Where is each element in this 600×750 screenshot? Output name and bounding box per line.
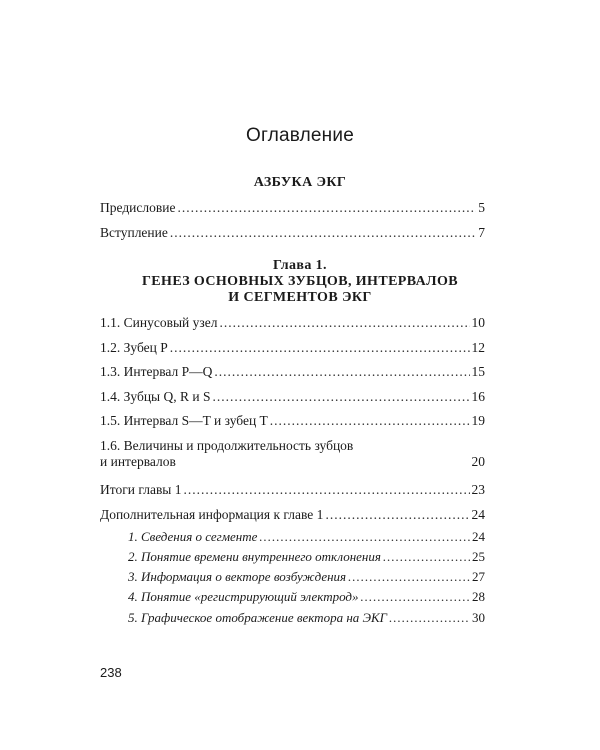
toc-entry-label: 1.2. Зубец P xyxy=(100,340,168,355)
toc-leader-dots xyxy=(177,200,476,216)
toc-leader-dots xyxy=(270,413,470,429)
toc-leader-dots xyxy=(325,507,469,523)
toc-entry-page: 16 xyxy=(471,389,485,404)
chapter-heading xyxy=(0,258,600,306)
toc-entry-label-line2: и интервалов xyxy=(100,454,176,469)
toc-entry-page: 24 xyxy=(471,507,485,522)
toc-entry-label: 2. Понятие времени внутреннего отклонения xyxy=(128,549,381,564)
toc-leader-dots xyxy=(214,364,469,380)
toc-entry-page: 23 xyxy=(471,482,485,497)
toc-leader-dots xyxy=(219,315,469,331)
toc-subentry-5[interactable] xyxy=(128,610,485,626)
toc-subentry-3[interactable] xyxy=(128,569,485,585)
toc-entry-label-line1: 1.6. Величины и продолжительность зубцов xyxy=(100,438,354,453)
toc-entry-label: 1.4. Зубцы Q, R и S xyxy=(100,389,211,404)
page-number: 238 xyxy=(100,665,122,680)
toc-subentry-1[interactable] xyxy=(128,529,485,545)
toc-subentry-4[interactable] xyxy=(128,589,485,605)
toc-entry-1-2[interactable] xyxy=(100,340,485,356)
toc-entry-label: Предисловие xyxy=(100,200,176,215)
toc-entry-label: Дополнительная информация к главе 1 xyxy=(100,507,324,522)
toc-entry-preface[interactable] xyxy=(100,200,485,216)
toc-subentry-2[interactable] xyxy=(128,549,485,565)
chapter-title-line1: ГЕНЕЗ ОСНОВНЫХ ЗУБЦОВ, ИНТЕРВАЛОВ xyxy=(141,274,458,289)
toc-entry-label: 1.5. Интервал S—T и зубец T xyxy=(100,413,268,428)
toc-leader-dots xyxy=(184,482,470,498)
toc-entry-label: 1. Сведения о сегменте xyxy=(128,529,258,544)
toc-leader-dots xyxy=(383,549,470,565)
toc-leader-dots xyxy=(170,340,470,356)
toc-entry-label: 1.3. Интервал P—Q xyxy=(100,364,213,379)
toc-entry-label: Итоги главы 1 xyxy=(100,482,182,497)
toc-entry-page: 12 xyxy=(471,340,485,355)
toc-entry-page: 27 xyxy=(472,569,485,584)
toc-entry-page: 20 xyxy=(471,454,485,469)
toc-leader-dots xyxy=(361,589,471,605)
toc-entry-label: Вступление xyxy=(100,225,168,240)
toc-entry-page: 5 xyxy=(478,200,485,215)
toc-entry-chapter-summary[interactable] xyxy=(100,482,485,498)
toc-entry-additional-info[interactable] xyxy=(100,507,485,523)
toc-entry-page: 19 xyxy=(471,413,485,428)
chapter-number: Глава 1. xyxy=(273,258,327,273)
toc-entry-1-3[interactable] xyxy=(100,364,485,380)
toc-entry-page: 7 xyxy=(478,225,485,240)
toc-entry-page: 30 xyxy=(472,610,485,625)
toc-leader-dots xyxy=(259,529,470,545)
toc-leader-dots xyxy=(389,610,470,626)
part-title: АЗБУКА ЭКГ xyxy=(253,175,347,190)
toc-entry-label: 5. Графическое отображение вектора на ЭКГ xyxy=(128,610,388,625)
toc-entry-page: 24 xyxy=(472,529,485,544)
chapter-title-line2: И СЕГМЕНТОВ ЭКГ xyxy=(228,290,372,305)
toc-entry-1-1[interactable] xyxy=(100,315,485,331)
page-title: Оглавление xyxy=(246,125,354,146)
toc-entry-1-5[interactable] xyxy=(100,413,485,429)
toc-entry-label: 1.1. Синусовый узел xyxy=(100,315,218,330)
toc-leader-dots xyxy=(348,569,470,585)
toc-entry-label: 3. Информация о векторе возбуждения xyxy=(128,569,347,584)
toc-entry-page: 10 xyxy=(471,315,485,330)
toc-entry-page: 25 xyxy=(472,549,485,564)
toc-leader-dots xyxy=(213,389,470,405)
toc-entry-introduction[interactable] xyxy=(100,225,485,241)
toc-leader-dots xyxy=(170,225,476,241)
toc-entry-page: 15 xyxy=(471,364,485,379)
toc-entry-1-6[interactable] xyxy=(100,438,485,470)
toc-entry-page: 28 xyxy=(472,589,485,604)
toc-entry-1-4[interactable] xyxy=(100,389,485,405)
toc-entry-label: 4. Понятие «регистрирующий электрод» xyxy=(128,589,359,604)
